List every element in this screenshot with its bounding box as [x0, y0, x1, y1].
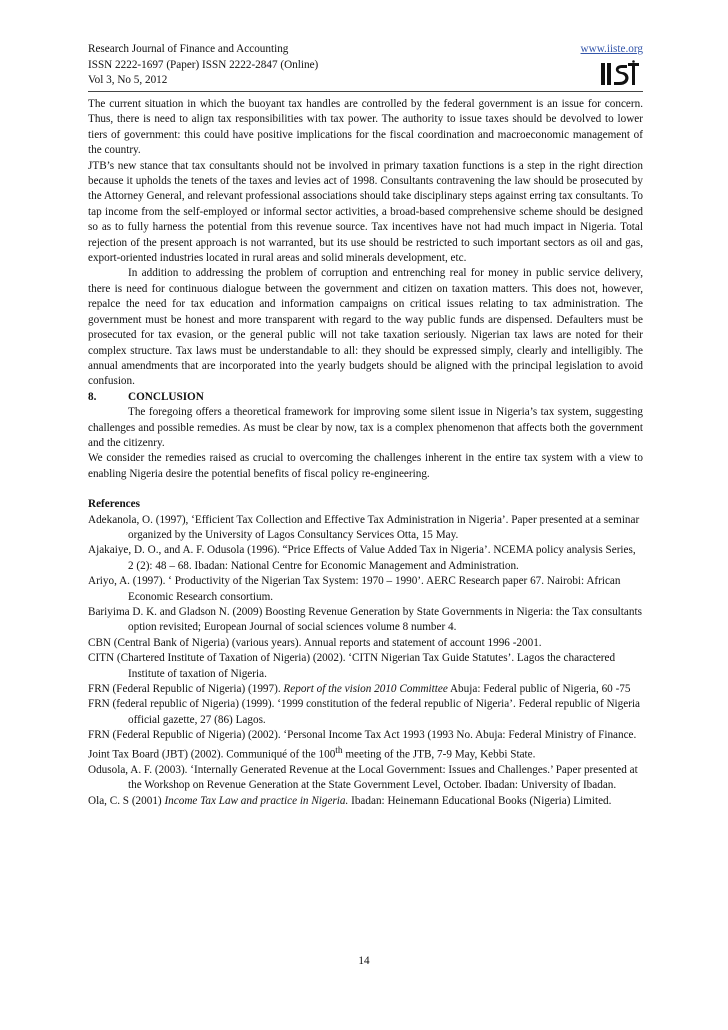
ref-text: Ibadan: Heinemann Educational Books (Nigeria) Limited.: [348, 794, 612, 807]
iiste-logo: [600, 60, 640, 87]
reference-item: Ajakaiye, D. O., and A. F. Odusola (1996). “Price Effects of Value Added Tax in Nigeria’. NCEMA policy analysis Series, 2 (2): 48 – 68. Ibadan: National Centre for Economic Management and Administration.: [88, 544, 636, 572]
article-body: [88, 97, 643, 809]
reference-item: Bariyima D. K. and Gladson N. (2009) Boosting Revenue Generation by State Governments in Nigeria: the Tax consultants option revisited; European Journal of social sciences volume 8 number 4.: [88, 606, 642, 634]
journal-url-link[interactable]: www.iiste.org: [580, 43, 643, 55]
conclusion-paragraph: The foregoing offers a theoretical framework for improving some silent issue in Nigeria’s tax system, suggesting challenges and possible remedies. As must be clear by now, tax is a complex phenomenon that affects both the government and the citizenry.: [88, 406, 643, 449]
ref-text: Joint Tax Board (JBT) (2002). Communiqué of the 100: [88, 748, 336, 761]
ref-text: FRN (Federal Republic of Nigeria) (1997).: [88, 683, 284, 696]
body-paragraph: The current situation in which the buoyant tax handles are controlled by the federal government is an issue for concern. Thus, there is need to align tax responsibilities with tax power. The authority to issue taxes should be devolved to lower tiers of government: this could have positive implications for the fiscal coordination and macroeconomic management of the country.: [88, 98, 643, 157]
reference-item: Odusola, A. F. (2003). ‘Internally Generated Revenue at the Local Government: Issues and Challenges.’ Paper presented at the Workshop on Revenue Generation at the State Government Level, October. Ibadan: University of Ibadan.: [88, 763, 638, 792]
page-header: [88, 42, 643, 89]
header-rule: [88, 91, 643, 92]
ref-text: meeting of the JTB, 7-9 May, Kebbi State.: [342, 748, 536, 761]
reference-item: Adekanola, O. (1997), ‘Efficient Tax Collection and Effective Tax Administration in Nigeria’. Paper presented at a seminar organized by the University of Lagos Consultancy Services Otta, 15 May.: [88, 513, 640, 541]
page-number: 14: [358, 955, 370, 967]
conclusion-paragraph: We consider the remedies raised as crucial to overcoming the challenges inherent in the entire tax system with a view to enabling Nigeria desire the potential benefits of fiscal policy re-engineering.: [88, 452, 643, 480]
ref-italic-title: Income Tax Law and practice in Nigeria.: [164, 794, 349, 807]
reference-item: Ariyo, A. (1997). ‘ Productivity of the Nigerian Tax System: 1970 – 1990’. AERC Research paper 67. Nairobi: African Economic Research consortium.: [88, 575, 621, 603]
references-heading: References: [88, 498, 140, 511]
ref-italic-title: Report of the vision 2010 Committee: [283, 683, 448, 696]
journal-title: Research Journal of Finance and Accounting: [88, 43, 289, 55]
reference-item: FRN (Federal Republic of Nigeria) (2002). ‘Personal Income Tax Act 1993 (1993 No. Abuja: Federal Ministry of Finance.: [88, 729, 637, 742]
section-title: CONCLUSION: [128, 390, 204, 403]
reference-item: [88, 682, 643, 697]
body-paragraph: JTB’s new stance that tax consultants should not be involved in primary taxation functions is a step in the right direction because it upholds the tenets of the taxes and levies act of 1998. Consultants contravening the law should be prosecuted by the Attorney General, and relevant professional associations should take disciplinary steps against erring tax consultants. To tap income from the self-employed or informal sector activities, a broad-based comprehensive scheme should be designed so as to fully harness the potential from this revenue source. Tax incentives have not had much impact in Nigeria. Total rejection of the present approach is not warranted, but its use should be restricted to such important sectors as oil and gas, export-oriented industries located in rural areas and solid minerals development, etc.: [88, 159, 643, 265]
section-number: 8.: [88, 390, 97, 403]
reference-item: [88, 794, 643, 809]
body-paragraph: In addition to addressing the problem of corruption and entrenching real for money in public service delivery, there is need for continuous dialogue between the government and citizen on taxation matters. This does not, however, repalce the need for tax education and information campaigns on critical issues relating to tax administration. The government must be honest and more transparent with regard to the way public funds are dispensed. Defaulters must be prosecuted for tax evasion, or the general public will not take taxation seriously. Nigerian tax laws are noted for their complex structure. Tax laws must be understandable to all: they should be expressed simply, clearly and intelligibly. The annual amendments that are incorporated into the yearly budgets should be aligned with the principal legislation to avoid confusion.: [88, 267, 643, 388]
ref-text: Ola, C. S (2001): [88, 794, 165, 807]
issn-line: ISSN 2222-1697 (Paper) ISSN 2222-2847 (Online): [88, 58, 319, 71]
reference-item: CBN (Central Bank of Nigeria) (various years). Annual reports and statement of account 1996 -2001.: [88, 636, 542, 649]
reference-item: [88, 744, 643, 763]
reference-item: CITN (Chartered Institute of Taxation of Nigeria) (2002). ‘CITN Nigerian Tax Guide Statutes’. Lagos the charactered Institute of taxation of Nigeria.: [88, 652, 616, 680]
volume-line: Vol 3, No 5, 2012: [88, 74, 168, 86]
reference-item: FRN (federal republic of Nigeria) (1999). ‘1999 constitution of the federal republic of Nigeria’. Federal republic of Nigeria official gazette, 27 (86) Lagos.: [88, 698, 641, 726]
ref-text: Abuja: Federal public of Nigeria, 60 -75: [447, 683, 631, 696]
ref-superscript: th: [335, 745, 343, 756]
section-heading: [88, 390, 643, 405]
